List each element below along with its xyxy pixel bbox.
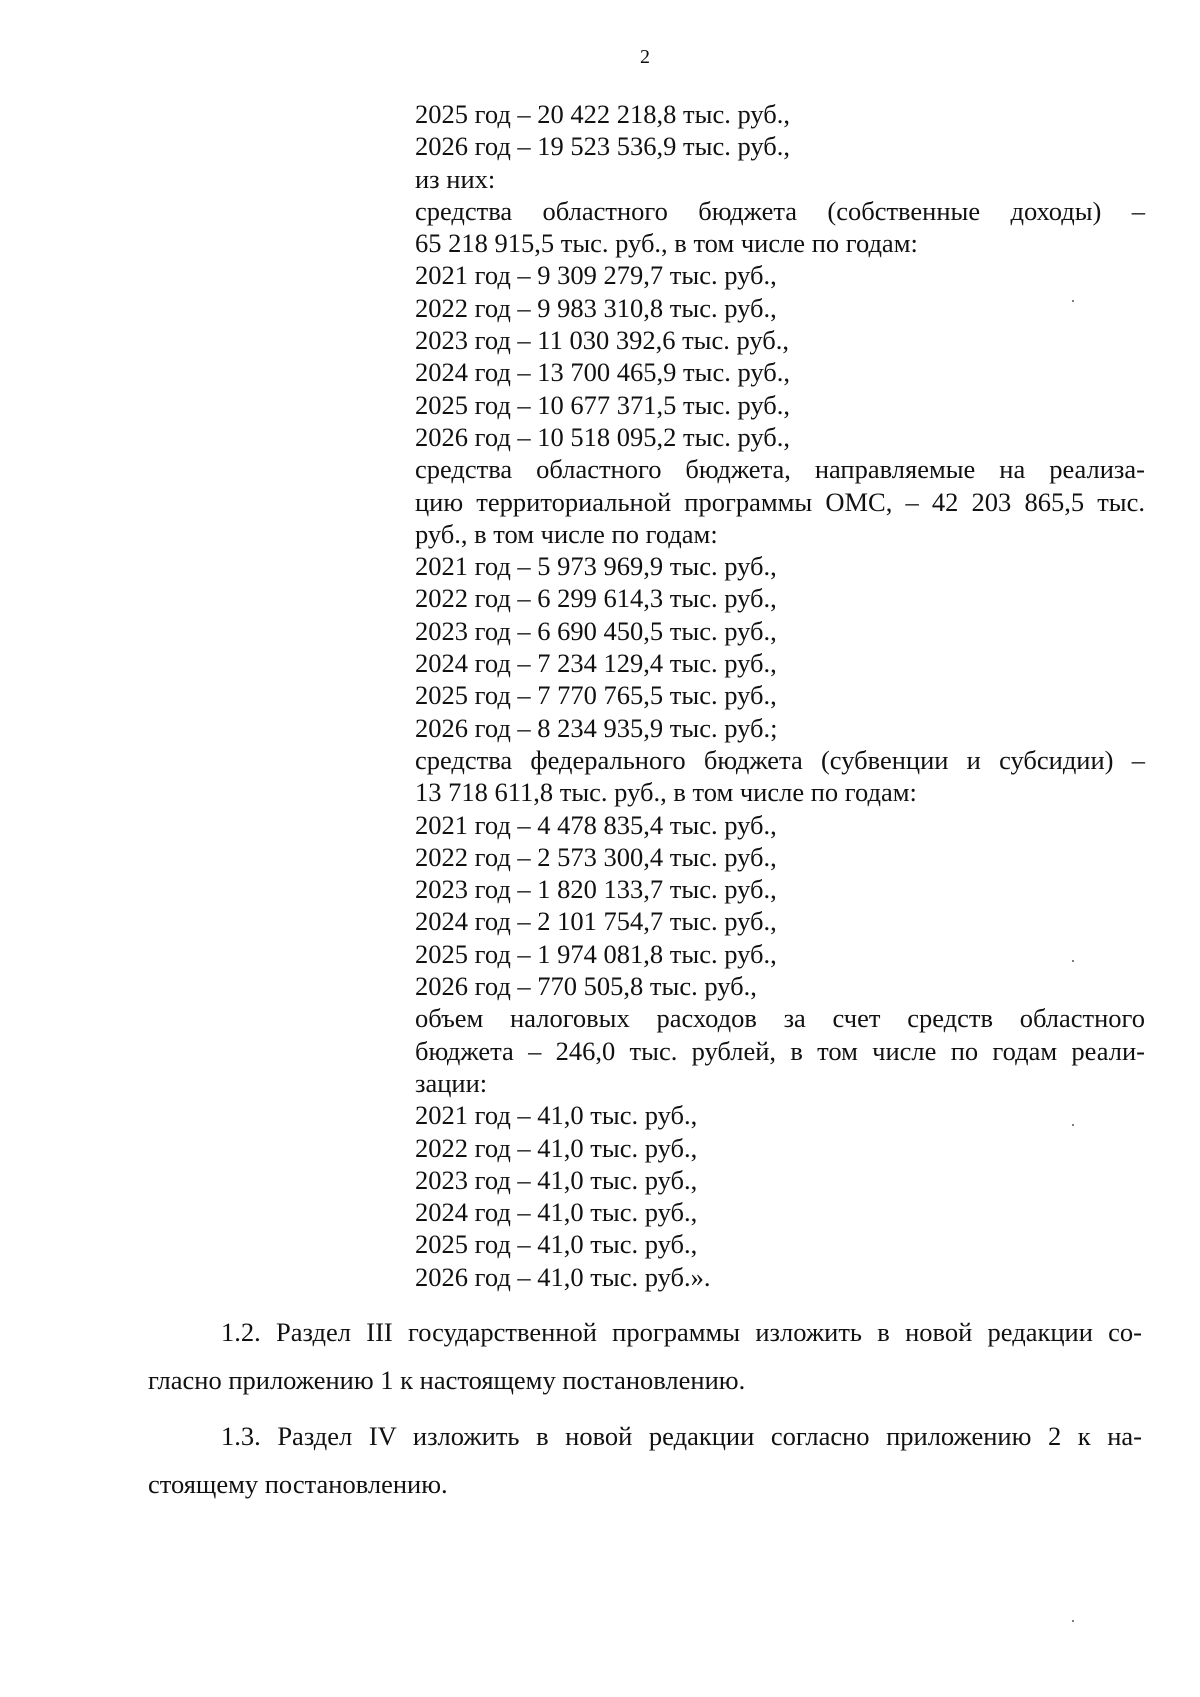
column-line: 2024 год – 2 101 754,7 тыс. руб.,	[415, 906, 777, 937]
column-line: 2022 год – 2 573 300,4 тыс. руб.,	[415, 841, 777, 872]
column-line: 2025 год – 1 974 081,8 тыс. руб.,	[415, 938, 777, 969]
column-line: 2025 год – 41,0 тыс. руб.,	[415, 1229, 698, 1260]
column-line: из них:	[415, 163, 496, 194]
scan-speck	[1072, 300, 1074, 302]
column-line: 2022 год – 6 299 614,3 тыс. руб.,	[415, 583, 777, 614]
column-line: 2024 год – 13 700 465,9 тыс. руб.,	[415, 357, 790, 388]
column-line: 2024 год – 7 234 129,4 тыс. руб.,	[415, 648, 777, 679]
column-line: объем налоговых расходов за счет средств областного	[415, 1003, 1145, 1034]
column-line: зации:	[415, 1067, 488, 1098]
column-line: 2026 год – 19 523 536,9 тыс. руб.,	[415, 131, 790, 162]
column-line: цию территориальной программы ОМС, – 42 203 865,5 тыс.	[415, 486, 1145, 517]
column-line: 65 218 915,5 тыс. руб., в том числе по годам:	[415, 228, 918, 259]
column-line: руб., в том числе по годам:	[415, 518, 718, 549]
column-line: 2021 год – 5 973 969,9 тыс. руб.,	[415, 551, 777, 582]
column-line: 2023 год – 6 690 450,5 тыс. руб.,	[415, 615, 777, 646]
column-line: 2023 год – 11 030 392,6 тыс. руб.,	[415, 325, 790, 356]
column-line: 2026 год – 770 505,8 тыс. руб.,	[415, 971, 757, 1002]
column-line: бюджета – 246,0 тыс. рублей, в том числе по годам реали-	[415, 1035, 1145, 1066]
paragraph-1-3-line-1: 1.3. Раздел IV изложить в новой редакции согласно приложению 2 к на-	[221, 1421, 1142, 1451]
scan-speck	[1072, 1124, 1074, 1126]
column-line: 13 718 611,8 тыс. руб., в том числе по годам:	[415, 777, 917, 808]
column-line: средства областного бюджета (собственные доходы) –	[415, 195, 1145, 226]
column-line: 2026 год – 8 234 935,9 тыс. руб.;	[415, 712, 778, 743]
scan-speck	[1072, 1620, 1074, 1622]
column-line: 2026 год – 10 518 095,2 тыс. руб.,	[415, 421, 790, 452]
financing-list	[415, 98, 1145, 1293]
column-line: 2023 год – 1 820 133,7 тыс. руб.,	[415, 874, 777, 905]
column-line: 2024 год – 41,0 тыс. руб.,	[415, 1197, 698, 1228]
column-line: 2021 год – 4 478 835,4 тыс. руб.,	[415, 809, 777, 840]
column-line: 2022 год – 41,0 тыс. руб.,	[415, 1132, 698, 1163]
paragraph-1-2-line-2: гласно приложению 1 к настоящему постановлению.	[148, 1365, 746, 1395]
body-paragraphs	[148, 1308, 1142, 1508]
column-line: 2026 год – 41,0 тыс. руб.».	[415, 1261, 711, 1292]
column-line: 2021 год – 41,0 тыс. руб.,	[415, 1100, 698, 1131]
page-number: 2	[640, 46, 650, 68]
paragraph-1-2-line-1: 1.2. Раздел III государственной программы изложить в новой редакции со-	[221, 1317, 1142, 1347]
paragraph-1-3-line-2: стоящему постановлению.	[148, 1469, 448, 1499]
column-line: 2023 год – 41,0 тыс. руб.,	[415, 1164, 698, 1195]
column-line: 2025 год – 20 422 218,8 тыс. руб.,	[415, 99, 790, 129]
column-line: 2022 год – 9 983 310,8 тыс. руб.,	[415, 292, 777, 323]
scan-speck	[1072, 960, 1074, 962]
column-line: 2021 год – 9 309 279,7 тыс. руб.,	[415, 260, 777, 291]
column-line: средства федерального бюджета (субвенции и субсидии) –	[415, 744, 1145, 775]
column-line: средства областного бюджета, направляемые на реализа-	[415, 454, 1145, 485]
column-line: 2025 год – 10 677 371,5 тыс. руб.,	[415, 389, 790, 420]
column-line: 2025 год – 7 770 765,5 тыс. руб.,	[415, 680, 777, 711]
